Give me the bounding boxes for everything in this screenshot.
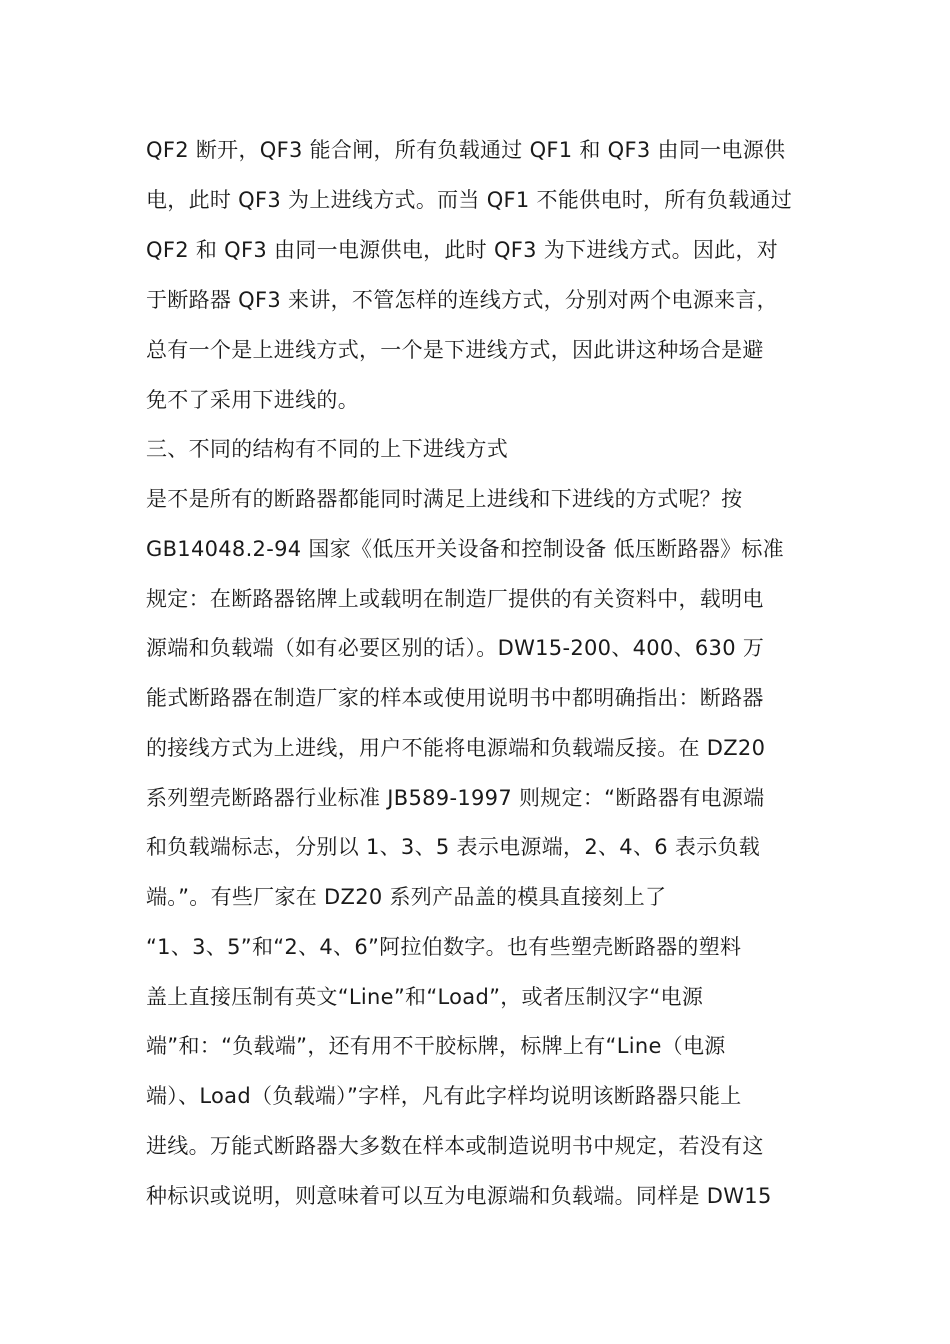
text-line-9: GB14048.2-94 国家《低压开关设备和控制设备 低压断路器》标准 [146, 537, 784, 561]
text-line-1: QF2 断开，QF3 能合闸，所有负载通过 QF1 和 QF3 由同一电源供 [146, 138, 786, 162]
text-line-20: 端）、Load（负载端）”字样，凡有此字样均说明该断路器只能上 [146, 1084, 742, 1108]
text-line-4: 于断路器 QF3 来讲，不管怎样的连线方式，分别对两个电源来言， [146, 288, 778, 312]
text-line-12: 能式断路器在制造厂家的样本或使用说明书中都明确指出：断路器 [146, 686, 764, 710]
section-heading: 三、不同的结构有不同的上下进线方式 [146, 437, 509, 461]
text-line-16: 端。”。有些厂家在 DZ20 系列产品盖的模具直接刻上了 [146, 885, 667, 909]
text-line-11: 源端和负载端（如有必要区别的话）。DW15-200、400、630 万 [146, 636, 765, 660]
text-line-15: 和负载端标志，分别以 1、3、5 表示电源端，2、4、6 表示负载 [146, 835, 761, 859]
text-line-17: “1、3、5”和“2、4、6”阿拉伯数字。也有些塑壳断路器的塑料 [146, 935, 742, 959]
text-line-14: 系列塑壳断路器行业标准 JB589-1997 则规定：“断路器有电源端 [146, 786, 765, 810]
text-line-3: QF2 和 QF3 由同一电源供电，此时 QF3 为下进线方式。因此，对 [146, 238, 779, 262]
text-line-21: 进线。万能式断路器大多数在样本或制造说明书中规定，若没有这 [146, 1134, 764, 1158]
text-line-10: 规定：在断路器铭牌上或载明在制造厂提供的有关资料中，载明电 [146, 587, 764, 611]
text-line-22: 种标识或说明，则意味着可以互为电源端和负载端。同样是 DW15 [146, 1184, 772, 1208]
text-line-5: 总有一个是上进线方式，一个是下进线方式，因此讲这种场合是避 [146, 338, 764, 362]
text-line-13: 的接线方式为上进线，用户不能将电源端和负载端反接。在 DZ20 [146, 736, 766, 760]
text-line-8: 是不是所有的断路器都能同时满足上进线和下进线的方式呢？按 [146, 487, 743, 511]
text-line-19: 端”和：“负载端”，还有用不干胶标牌，标牌上有“Line（电源 [146, 1034, 726, 1058]
text-line-2: 电，此时 QF3 为上进线方式。而当 QF1 不能供电时，所有负载通过 [146, 188, 793, 212]
text-line-18: 盖上直接压制有英文“Line”和“Load”，或者压制汉字“电源 [146, 985, 704, 1009]
text-line-6: 免不了采用下进线的。 [146, 388, 359, 412]
